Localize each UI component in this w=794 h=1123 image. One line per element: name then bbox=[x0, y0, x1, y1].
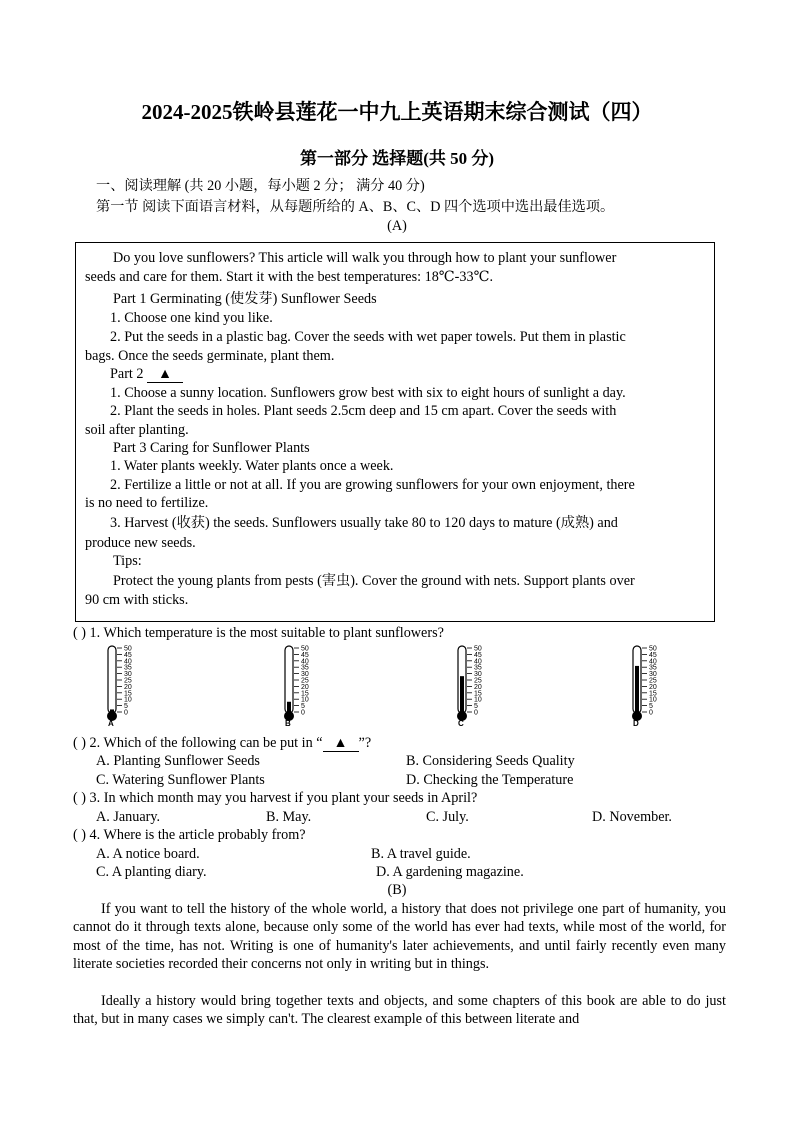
part1-heading: Part 1 Germinating (使发芽) Sunflower Seeds bbox=[113, 291, 377, 307]
scale-tick-label: 15 bbox=[124, 690, 132, 698]
scale-tick-label: 15 bbox=[474, 690, 482, 698]
question-2 bbox=[73, 734, 371, 752]
q2-option-d[interactable]: D. Checking the Temperature bbox=[406, 772, 574, 788]
q3-option-c[interactable]: C. July. bbox=[426, 809, 469, 825]
scale-tick-label: 15 bbox=[301, 690, 309, 698]
question-1-text: 1. Which temperature is the most suitable to plant sunflowers? bbox=[89, 625, 444, 641]
scale-tick-label: 35 bbox=[124, 664, 132, 672]
scale-tick-label: 25 bbox=[649, 677, 657, 685]
scale-tick-label: 0 bbox=[649, 709, 653, 717]
scale-tick-label: 0 bbox=[474, 709, 478, 717]
scale-tick-label: 25 bbox=[474, 677, 482, 685]
scale-tick-label: 45 bbox=[474, 651, 482, 659]
thermometer-tube bbox=[108, 646, 116, 713]
scale-tick-label: 30 bbox=[474, 671, 482, 679]
question-3-text: 3. In which month may you harvest if you plant your seeds in April? bbox=[89, 790, 478, 806]
answer-bracket[interactable]: ( ) bbox=[73, 790, 86, 806]
exam-title: 2024-2025铁岭县莲花一中九上英语期末综合测试（四） bbox=[141, 100, 653, 124]
part3-step2-line1: 2. Fertilize a little or not at all. If you are growing sunflowers for your own enjoyment, there bbox=[110, 477, 635, 493]
part2-heading bbox=[110, 365, 183, 383]
scale-tick-label: 0 bbox=[124, 709, 128, 717]
question-4-text: 4. Where is the article probably from? bbox=[89, 827, 306, 843]
part3-step3-line2: produce new seeds. bbox=[85, 535, 196, 551]
q4-option-d[interactable]: D. A gardening magazine. bbox=[376, 864, 524, 880]
part-title: 第一部分 选择题(共 50 分) bbox=[299, 149, 495, 168]
thermometer-a[interactable] bbox=[100, 642, 160, 728]
scale-tick-label: 25 bbox=[124, 677, 132, 685]
q4-option-a[interactable]: A. A notice board. bbox=[96, 846, 200, 862]
thermometer-mercury bbox=[460, 676, 464, 713]
part3-step1: 1. Water plants weekly. Water plants once a week. bbox=[110, 458, 394, 474]
thermometer-option-label: C bbox=[458, 719, 464, 728]
part3-step2-line2: is no need to fertilize. bbox=[85, 495, 209, 511]
scale-tick-label: 35 bbox=[649, 664, 657, 672]
scale-tick-label: 30 bbox=[649, 671, 657, 679]
scale-tick-label: 15 bbox=[649, 690, 657, 698]
scale-tick-label: 5 bbox=[649, 703, 653, 711]
part2-step2-line2: soil after planting. bbox=[85, 422, 189, 438]
part3-step3-line1: 3. Harvest (收获) the seeds. Sunflowers usually take 80 to 120 days to mature (成熟) and bbox=[110, 515, 618, 531]
thermometer-option-label: B bbox=[285, 719, 291, 728]
scale-tick-label: 0 bbox=[301, 709, 305, 717]
scale-tick-label: 50 bbox=[301, 645, 309, 653]
part3-heading: Part 3 Caring for Sunflower Plants bbox=[113, 440, 310, 456]
question-1 bbox=[73, 624, 444, 642]
question-2-text-post: ”? bbox=[358, 735, 372, 751]
section-heading: 一、阅读理解 (共 20 小题，每小题 2 分； 满分 40 分) bbox=[96, 178, 425, 194]
thermometer-option-label: D bbox=[633, 719, 639, 728]
tips-label: Tips: bbox=[113, 553, 142, 569]
scale-tick-label: 45 bbox=[301, 651, 309, 659]
thermometer-c[interactable] bbox=[450, 642, 510, 728]
tips-line1: Protect the young plants from pests (害虫). Cover the ground with nets. Support plants over bbox=[113, 573, 635, 589]
passage-b-paragraph-1: If you want to tell the history of the whole world, a history that does not privilege one part of humanity, you cannot do it through texts alone, because only some of the world has ever had texts, while most of the world, for most of the time, has not. Writing is one of humanity's later achievements, and until fairly recently even many literate societies recorded their concerns not only in writing but in things. bbox=[73, 901, 726, 973]
scale-tick-label: 50 bbox=[474, 645, 482, 653]
part1-step2-line2: bags. Once the seeds germinate, plant them. bbox=[85, 348, 335, 364]
question-4 bbox=[73, 826, 306, 844]
scale-tick-label: 5 bbox=[124, 703, 128, 711]
scale-tick-label: 5 bbox=[474, 703, 478, 711]
thermometer-d[interactable] bbox=[625, 642, 685, 728]
question-2-blank: ▲ bbox=[323, 736, 359, 752]
scale-tick-label: 10 bbox=[301, 696, 309, 704]
q4-option-c[interactable]: C. A planting diary. bbox=[96, 864, 207, 880]
scale-tick-label: 50 bbox=[649, 645, 657, 653]
scale-tick-label: 20 bbox=[124, 683, 132, 691]
scale-tick-label: 10 bbox=[474, 696, 482, 704]
instruction-text: 第一节 阅读下面语言材料，从每题所给的 A、B、C、D 四个选项中选出最佳选项。 bbox=[96, 199, 615, 215]
scale-tick-label: 20 bbox=[474, 683, 482, 691]
scale-tick-label: 50 bbox=[124, 645, 132, 653]
question-3 bbox=[73, 789, 477, 807]
scale-tick-label: 5 bbox=[301, 703, 305, 711]
scale-tick-label: 40 bbox=[649, 658, 657, 666]
thermometer-b[interactable] bbox=[277, 642, 337, 728]
passage-a-intro-line2: seeds and care for them. Start it with the best temperatures: 18℃-33℃. bbox=[85, 269, 493, 285]
thermometer-option-label: A bbox=[108, 719, 114, 728]
q2-option-c[interactable]: C. Watering Sunflower Plants bbox=[96, 772, 265, 788]
passage-b-label: (B) bbox=[387, 882, 407, 898]
q2-option-a[interactable]: A. Planting Sunflower Seeds bbox=[96, 753, 260, 769]
q2-option-b[interactable]: B. Considering Seeds Quality bbox=[406, 753, 575, 769]
passage-a-label: (A) bbox=[387, 218, 407, 234]
part1-step2-line1: 2. Put the seeds in a plastic bag. Cover the seeds with wet paper towels. Put them in plastic bbox=[110, 329, 626, 345]
scale-tick-label: 40 bbox=[124, 658, 132, 666]
scale-tick-label: 35 bbox=[301, 664, 309, 672]
scale-tick-label: 45 bbox=[124, 651, 132, 659]
scale-tick-label: 20 bbox=[301, 683, 309, 691]
part2-step1: 1. Choose a sunny location. Sunflowers grow best with six to eight hours of sunlight a day. bbox=[110, 385, 626, 401]
part2-step2-line1: 2. Plant the seeds in holes. Plant seeds 2.5cm deep and 15 cm apart. Cover the seeds with bbox=[110, 403, 617, 419]
tips-line2: 90 cm with sticks. bbox=[85, 592, 189, 608]
scale-tick-label: 10 bbox=[124, 696, 132, 704]
part1-step1: 1. Choose one kind you like. bbox=[110, 310, 273, 326]
scale-tick-label: 20 bbox=[649, 683, 657, 691]
q4-option-b[interactable]: B. A travel guide. bbox=[371, 846, 471, 862]
answer-bracket[interactable]: ( ) bbox=[73, 625, 86, 641]
passage-b-paragraph-2: Ideally a history would bring together texts and objects, and some chapters of this book are able to do just that, but in many cases we simply can't. The clearest example of this between literate and bbox=[73, 993, 726, 1028]
scale-tick-label: 30 bbox=[301, 671, 309, 679]
passage-a-intro-line1: Do you love sunflowers? This article will walk you through how to plant your sunflower bbox=[113, 250, 617, 266]
answer-bracket[interactable]: ( ) bbox=[73, 827, 86, 843]
scale-tick-label: 35 bbox=[474, 664, 482, 672]
scale-tick-label: 40 bbox=[474, 658, 482, 666]
q3-option-b[interactable]: B. May. bbox=[266, 809, 312, 825]
q3-option-a[interactable]: A. January. bbox=[96, 809, 161, 825]
scale-tick-label: 40 bbox=[301, 658, 309, 666]
thermometer-mercury bbox=[635, 666, 639, 713]
scale-tick-label: 10 bbox=[649, 696, 657, 704]
scale-tick-label: 25 bbox=[301, 677, 309, 685]
part2-blank: ▲ bbox=[147, 367, 183, 383]
answer-bracket[interactable]: ( ) bbox=[73, 735, 86, 751]
question-2-text-pre: 2. Which of the following can be put in “ bbox=[89, 735, 323, 751]
part2-label: Part 2 bbox=[110, 366, 144, 382]
scale-tick-label: 45 bbox=[649, 651, 657, 659]
q3-option-d[interactable]: D. November. bbox=[592, 809, 672, 825]
scale-tick-label: 30 bbox=[124, 671, 132, 679]
